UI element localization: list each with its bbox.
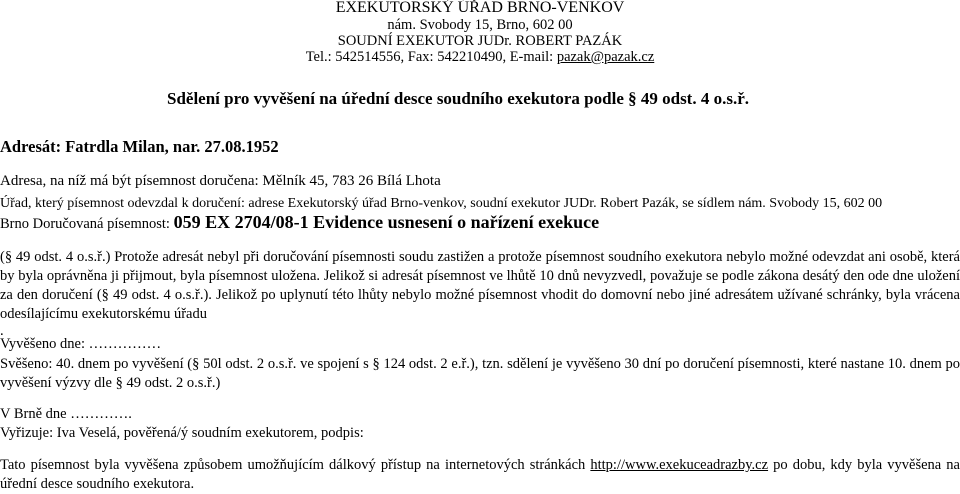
- contact-line: [0, 49, 960, 65]
- addressee: Adresát: Fatrdla Milan, nar. 27.08.1952: [0, 137, 279, 156]
- posted-on: Vyvěšeno dne: ……………: [0, 336, 162, 352]
- footer-text: Tato písemnost byla vyvěšena způsobem umožňujícím dálkový přístup na internetových stránkách: [0, 457, 591, 473]
- bailiff-name: SOUDNÍ EXEKUTOR JUDr. ROBERT PAZÁK: [337, 33, 623, 49]
- email-link[interactable]: pazak@pazak.cz: [556, 49, 655, 65]
- dot-separator: .: [0, 323, 4, 339]
- removed-paragraph: Svěšeno: 40. dnem po vyvěšení (§ 50l odst. 2 o.s.ř. ve spojení s § 124 odst. 2 e.ř.), tzn. sdělení je vyvěšeno 30 dní po doručení písemnosti, které nastane 10. dnem po vyvěšení výzvy dle § 49 odst. 2 o.s.ř.): [0, 356, 960, 391]
- footer-note: [0, 456, 960, 494]
- document-line: [0, 210, 599, 236]
- office-name: EXEKUTORSKÝ ÚŘAD BRNO-VENKOV: [335, 0, 625, 16]
- notice-paragraph: (§ 49 odst. 4 o.s.ř.) Protože adresát nebyl při doručování písemnosti soudu zastižen a protože písemnost soudního exekutora nebylo možné odevzdat ani osobě, která by byla oprávněna ji přijmout, byla písemnost uložena. Jelikož si adresát písemnost ve lhůtě 10 dnů nevyzvedl, považuje se podle zákona desátý den ode dne uložení za den doručení (§ 49 odst. 4 o.s.ř.). Jelikož po uplynutí této lhůty nebylo možné písemnost vhodit do domovní nebo jiné adresátem užívané schránky, byla vrácena odesílajícímu exekutorskému úřadu: [0, 249, 960, 322]
- footer-text-end: po dobu, kdy byla vyvěšena na úřední desce soudního exekutora.: [0, 457, 960, 492]
- handled-by: Vyřizuje: Iva Veselá, pověřená/ý soudním exekutorem, podpis:: [0, 425, 364, 441]
- office-address: nám. Svobody 15, Brno, 602 00: [387, 17, 573, 33]
- document-reference: 059 EX 2704/08-1 Evidence usnesení o nařízení exekuce: [173, 212, 600, 232]
- document-label: Brno Doručovaná písemnost:: [0, 216, 174, 232]
- page-title: Sdělení pro vyvěšení na úřední desce soudního exekutora podle § 49 odst. 4 o.s.ř.: [167, 89, 750, 108]
- delivery-address: Adresa, na níž má být písemnost doručena: Mělník 45, 783 26 Bílá Lhota: [0, 173, 441, 189]
- place-date: V Brně dne ………….: [0, 406, 132, 422]
- website-link[interactable]: http://www.exekuceadrazby.cz: [590, 457, 769, 473]
- office-line: Úřad, který písemnost odevzdal k doručení: adrese Exekutorský úřad Brno-venkov, soudní exekutor JUDr. Robert Pazák, se sídlem nám. Svobody 15, 602 00: [0, 196, 883, 211]
- contact-phone-fax: Tel.: 542514556, Fax: 542210490, E-mail:: [305, 49, 557, 65]
